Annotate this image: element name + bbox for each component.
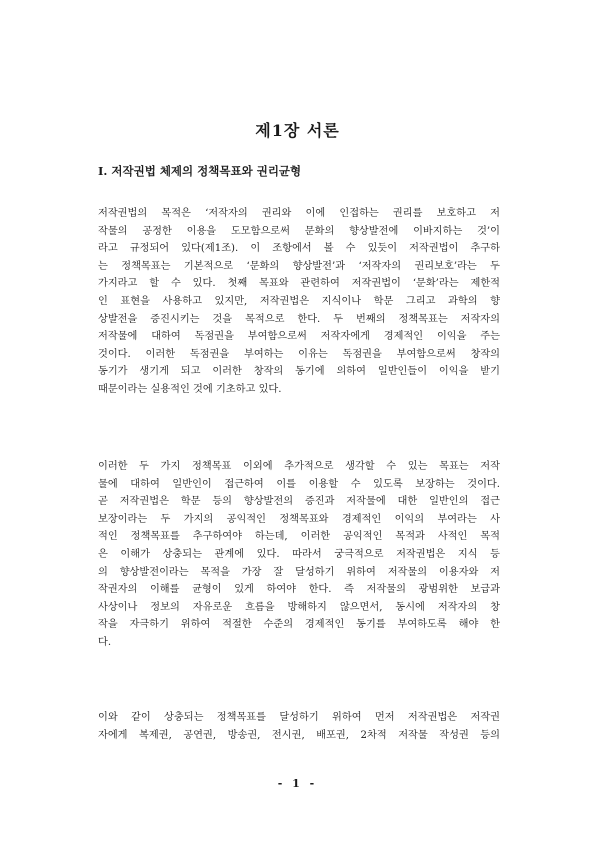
paragraph-line: 동기가 생기게 되고 이러한 창작의 동기에 의하여 일반인들이 이익을 받기 (98, 366, 500, 378)
paragraph-line: 상발전을 증진시키는 것을 목적으로 한다. 두 번째의 정책목표는 저작자의 (98, 313, 500, 325)
paragraph-line: 적인 정책목표를 추구하여야 하는데, 이러한 공익적인 목적과 사적인 목적 (98, 531, 500, 543)
paragraph-line: 은 이해가 상충되는 관계에 있다. 따라서 궁극적으로 저작권법은 지식 등 (98, 548, 500, 560)
paragraph-line: 이러한 두 가지 정책목표 이외에 추가적으로 생각할 수 있는 목표는 저작 (98, 461, 500, 472)
paragraph-3 (98, 709, 500, 744)
paragraph-line: 가지라고 할 수 있다. 첫째 목표와 관련하여 저작권법이 ‘문화’라는 제한적 (98, 278, 500, 290)
paragraph-line: 자에게 복제권, 공연권, 방송권, 전시권, 배포권, 2차적 저작물 작성권 등의 (98, 729, 500, 741)
paragraph-line: 사상이나 정보의 자유로운 흐름을 방해하지 않으면서, 동시에 저작자의 창 (98, 601, 500, 613)
paragraph-line: 곧 저작권법은 학문 등의 향상발전의 증진과 저작물에 대한 일반인의 접근 (98, 496, 500, 508)
paragraph-line: 것이다. 이러한 독점권을 부여하는 이유는 독점권을 부여함으로써 창작의 (98, 348, 500, 360)
paragraph-line: 다. (98, 636, 112, 648)
paragraph-1 (98, 205, 500, 399)
paragraph-line: 의 향상발전이라는 목적을 가장 잘 달성하기 위하여 저작물의 이용자와 저 (98, 566, 500, 578)
page-number: - 1 - (277, 777, 318, 790)
section-heading: I. 저작권법 체제의 정책목표와 권리균형 (98, 164, 302, 178)
paragraph-line: 는 정책목표는 기본적으로 ‘문화의 향상발전’과 ‘저작자의 권리보호’라는 두 (98, 260, 500, 272)
paragraph-line: 작물의 공정한 이용을 도모함으로써 문화의 향상발전에 이바지하는 것’이 (98, 225, 500, 237)
paragraph-line: 물에 대하여 일반인이 접근하여 이를 이용할 수 있도록 보장하는 것이다. (98, 478, 500, 490)
paragraph-line: 저작물에 대하여 독점권을 부여함으로써 저작자에게 경제적인 이익을 주는 (98, 331, 500, 343)
paragraph-line: 보장이라는 두 가지의 공익적인 정책목표와 경제적인 이익의 부여라는 사 (98, 513, 500, 525)
page-title: 제1장 서론 (255, 121, 340, 140)
paragraph-line: 저작권법의 목적은 ‘저작자의 권리와 이에 인접하는 권리를 보호하고 저 (98, 208, 500, 219)
paragraph-line: 때문이라는 실용적인 것에 기초하고 있다. (98, 383, 282, 395)
paragraph-line: 인 표현을 사용하고 있지만, 저작권법은 지식이나 학문 그리고 과학의 향 (98, 295, 500, 307)
paragraph-line: 라고 규정되어 있다(제1조). 이 조항에서 볼 수 있듯이 저작권법이 추구하 (98, 243, 500, 255)
paragraph-2 (98, 458, 500, 652)
paragraph-line: 이와 같이 상충되는 정책목표를 달성하기 위하여 먼저 저작권법은 저작권 (98, 712, 500, 723)
paragraph-line: 작권자의 이해를 균형이 있게 하여야 한다. 즉 저작물의 광범위한 보급과 (98, 584, 500, 596)
paragraph-line: 작을 자극하기 위하여 적절한 수준의 경제적인 동기를 부여하도록 해야 한 (98, 619, 500, 631)
